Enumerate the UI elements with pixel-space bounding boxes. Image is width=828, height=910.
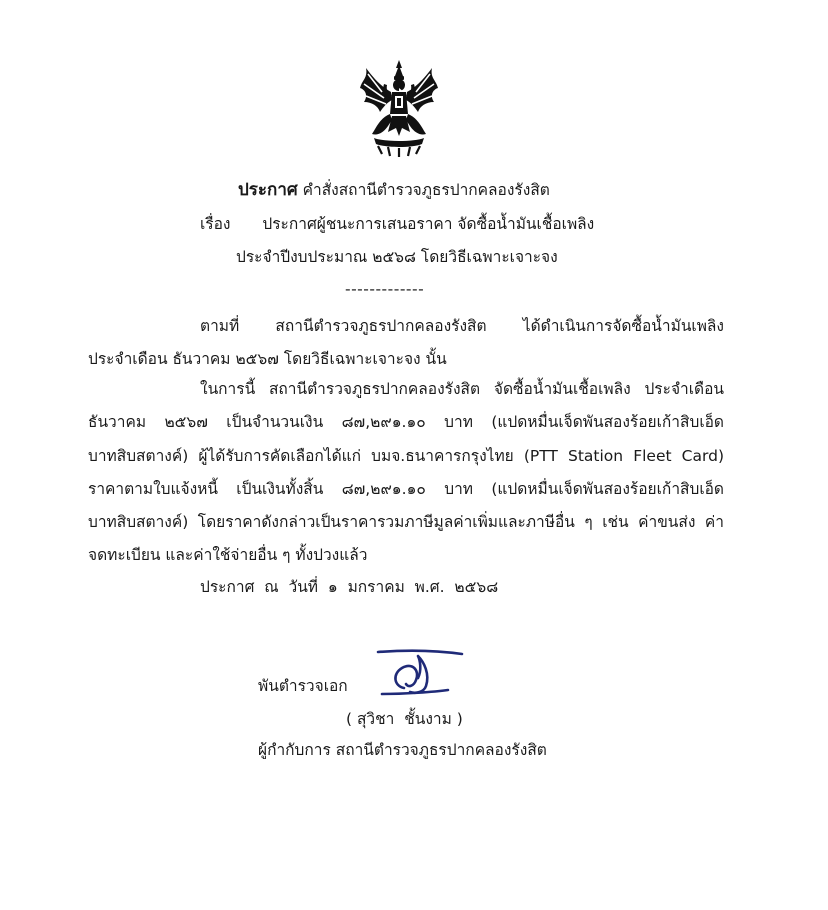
signer-rank: พันตำรวจเอก	[258, 677, 348, 695]
subject-line-2: ประจำปีงบประมาณ ๒๕๖๘ โดยวิธีเฉพาะเจาะจง	[236, 248, 558, 266]
paragraph-1-line-2: ประจำเดือน ธันวาคม ๒๕๖๗ โดยวิธีเฉพาะเจาะจง นั้น	[88, 350, 447, 368]
subject-text: ประกาศผู้ชนะการเสนอราคา จัดซื้อน้ำมันเชื้อเพลิง	[262, 215, 595, 233]
signer-position: ผู้กำกับการ สถานีตำรวจภูธรปากคลองรังสิต	[258, 741, 547, 759]
paragraph-2-line-1: ในการนี้ สถานีตำรวจภูธรปากคลองรังสิต จัดซื้อน้ำมันเชื้อเพลิง ประจำเดือน	[200, 380, 724, 398]
separator: -------------	[345, 280, 425, 298]
title-bold-word: ประกาศ	[238, 180, 298, 200]
subject-label: เรื่อง	[200, 215, 231, 233]
paragraph-2-line-6: จดทะเบียน และค่าใช้จ่ายอื่น ๆ ทั้งปวงแล้ว	[88, 546, 368, 564]
subject-line	[200, 214, 594, 234]
handwritten-signature	[374, 648, 466, 700]
announcement-title	[238, 180, 550, 200]
paragraph-2-line-5: บาทสิบสตางค์) โดยราคาดังกล่าวเป็นราคารวมภาษีมูลค่าเพิ่มและภาษีอื่น ๆ เช่น ค่าขนส่ง ค่า	[88, 513, 724, 531]
announce-date: ประกาศ ณ วันที่ ๑ มกราคม พ.ศ. ๒๕๖๘	[200, 578, 499, 596]
garuda-emblem-icon	[358, 58, 440, 158]
paragraph-2-line-3: บาทสิบสตางค์) ผู้ได้รับการคัดเลือกได้แก่ บมจ.ธนาคารกรุงไทย (PTT Station Fleet Card)	[88, 447, 724, 465]
paragraph-1-line-1: ตามที่ สถานีตำรวจภูธรปากคลองรังสิต ได้ดำเนินการจัดซื้อน้ำมันเพลิง	[200, 317, 724, 335]
paragraph-2-line-2: ธันวาคม ๒๕๖๗ เป็นจำนวนเงิน ๘๗,๒๙๑.๑๐ บาท (แปดหมื่นเจ็ดพันสองร้อยเก้าสิบเอ็ด	[88, 413, 724, 431]
paragraph-2-line-4: ราคาตามใบแจ้งหนี้ เป็นเงินทั้งสิ้น ๘๗,๒๙๑.๑๐ บาท (แปดหมื่นเจ็ดพันสองร้อยเก้าสิบเอ็ด	[88, 480, 724, 498]
title-text: คำสั่งสถานีตำรวจภูธรปากคลองรังสิต	[302, 181, 550, 199]
signer-name: ( สุวิชา ชั้นงาม )	[346, 710, 463, 728]
